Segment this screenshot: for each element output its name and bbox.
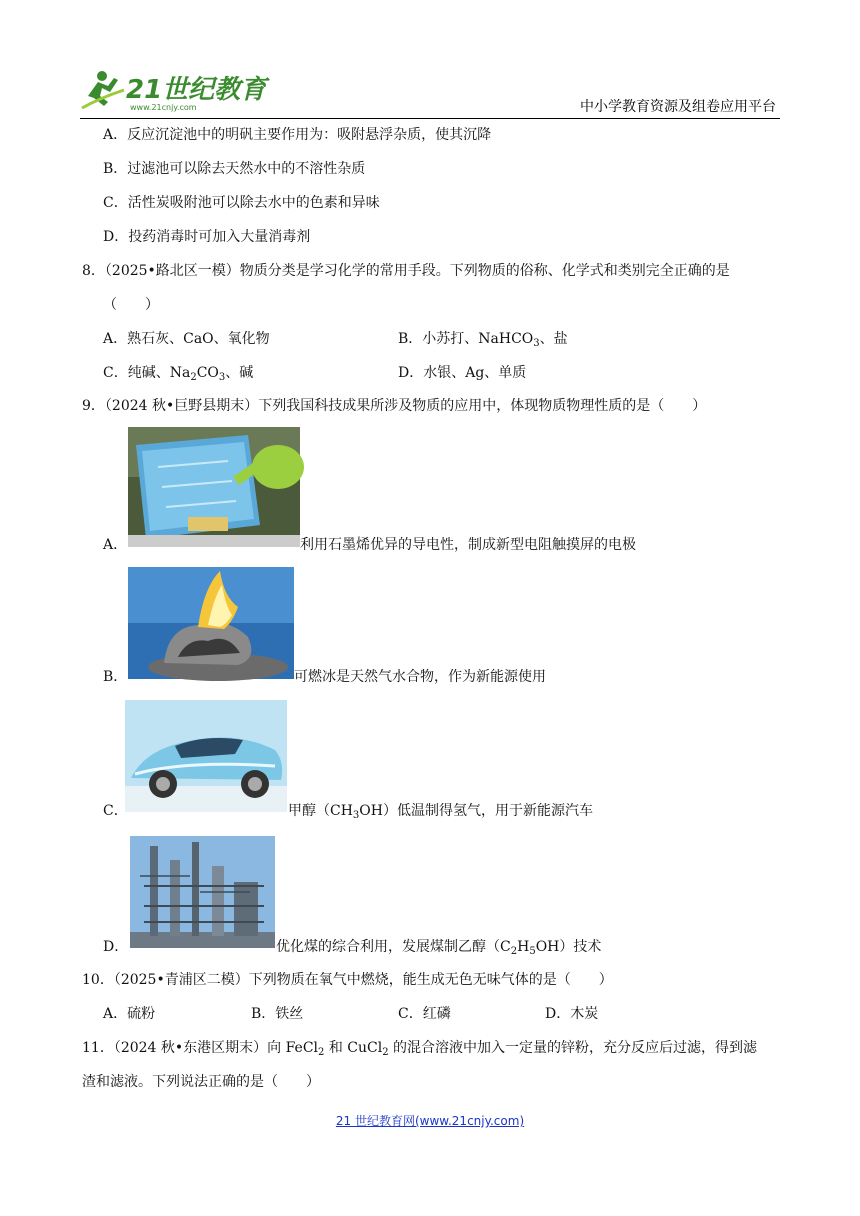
- header-divider: [80, 118, 780, 119]
- site-logo[interactable]: [80, 68, 267, 114]
- q7-option-b: B．过滤池可以除去天然水中的不溶性杂质: [103, 161, 366, 177]
- runner-logo-icon: [80, 68, 267, 114]
- q10-stem: 10．（2025•青浦区二模）下列物质在氧气中燃烧，能生成无色无味气体的是（ ）: [82, 972, 613, 988]
- q9-stem: 9．（2024 秋•巨野县期末）下列我国科技成果所涉及物质的应用中，体现物质物理性质的是（ ）: [82, 398, 707, 414]
- q11-stem-continued: 渣和滤液。下列说法正确的是（ ）: [82, 1074, 320, 1090]
- q7-option-c: C．活性炭吸附池可以除去水中的色素和异味: [103, 195, 380, 211]
- q10-option-c: C．红磷: [398, 1006, 451, 1022]
- hydrogen-car-image: [125, 700, 287, 812]
- q9-option-c-label: C．: [103, 803, 128, 819]
- q8-option-d: D．水银、Ag、单质: [398, 365, 527, 381]
- q9-option-a-text: 利用石墨烯优异的导电性，制成新型电阻触摸屏的电极: [300, 537, 636, 553]
- q10-option-a: A．硫粉: [103, 1006, 156, 1022]
- q9-option-d-label: D．: [103, 939, 129, 955]
- q7-option-a: A．反应沉淀池中的明矾主要作用为：吸附悬浮杂质，使其沉降: [103, 127, 492, 143]
- chemical-plant-image: [130, 836, 275, 948]
- q10-option-d: D．木炭: [545, 1006, 599, 1022]
- q8-option-b: B．小苏打、NaHCO$_3$、盐: [398, 331, 568, 349]
- svg-text:www.21cnjy.com: www.21cnjy.com: [130, 103, 197, 112]
- burning-ice-image: [128, 567, 294, 679]
- q9-option-b-label: B．: [103, 669, 128, 685]
- graphene-screen-image: [128, 427, 300, 547]
- q9-option-a-label: A．: [103, 537, 128, 553]
- q11-stem: 11．（2024 秋•东港区期末）向 FeCl$_2$ 和 CuCl$_2$ 的混合溶液中加入一定量的锌粉，充分反应后过滤，得到滤: [82, 1040, 758, 1058]
- q10-option-b: B．铁丝: [251, 1006, 304, 1022]
- q8-option-c: C．纯碱、$Na_2CO_3$、碱: [103, 365, 254, 383]
- q8-stem: 8．（2025•路北区一模）物质分类是学习化学的常用手段。下列物质的俗称、化学式和类别完全正确的是: [82, 263, 730, 279]
- footer-link[interactable]: 21 世纪教育网(www.21cnjy.com): [335, 1114, 525, 1128]
- q9-option-b-text: 可燃冰是天然气水合物，作为新能源使用: [294, 669, 546, 685]
- page-header: [80, 64, 780, 120]
- q8-option-a: A．熟石灰、CaO、氧化物: [103, 331, 270, 347]
- svg-text:21世纪教育: 21世纪教育: [126, 75, 267, 105]
- platform-title: 中小学教育资源及组卷应用平台: [580, 99, 776, 115]
- q9-option-c-text: 甲醇$(CH_3OH)$低温制得氢气，用于新能源汽车: [288, 803, 593, 821]
- q7-option-d: D．投药消毒时可加入大量消毒剂: [103, 229, 311, 245]
- q8-answer-blank: （ ）: [103, 297, 159, 313]
- q9-option-d-text: 优化煤的综合利用，发展煤制乙醇$(C_2H_5OH)$技术: [276, 939, 602, 957]
